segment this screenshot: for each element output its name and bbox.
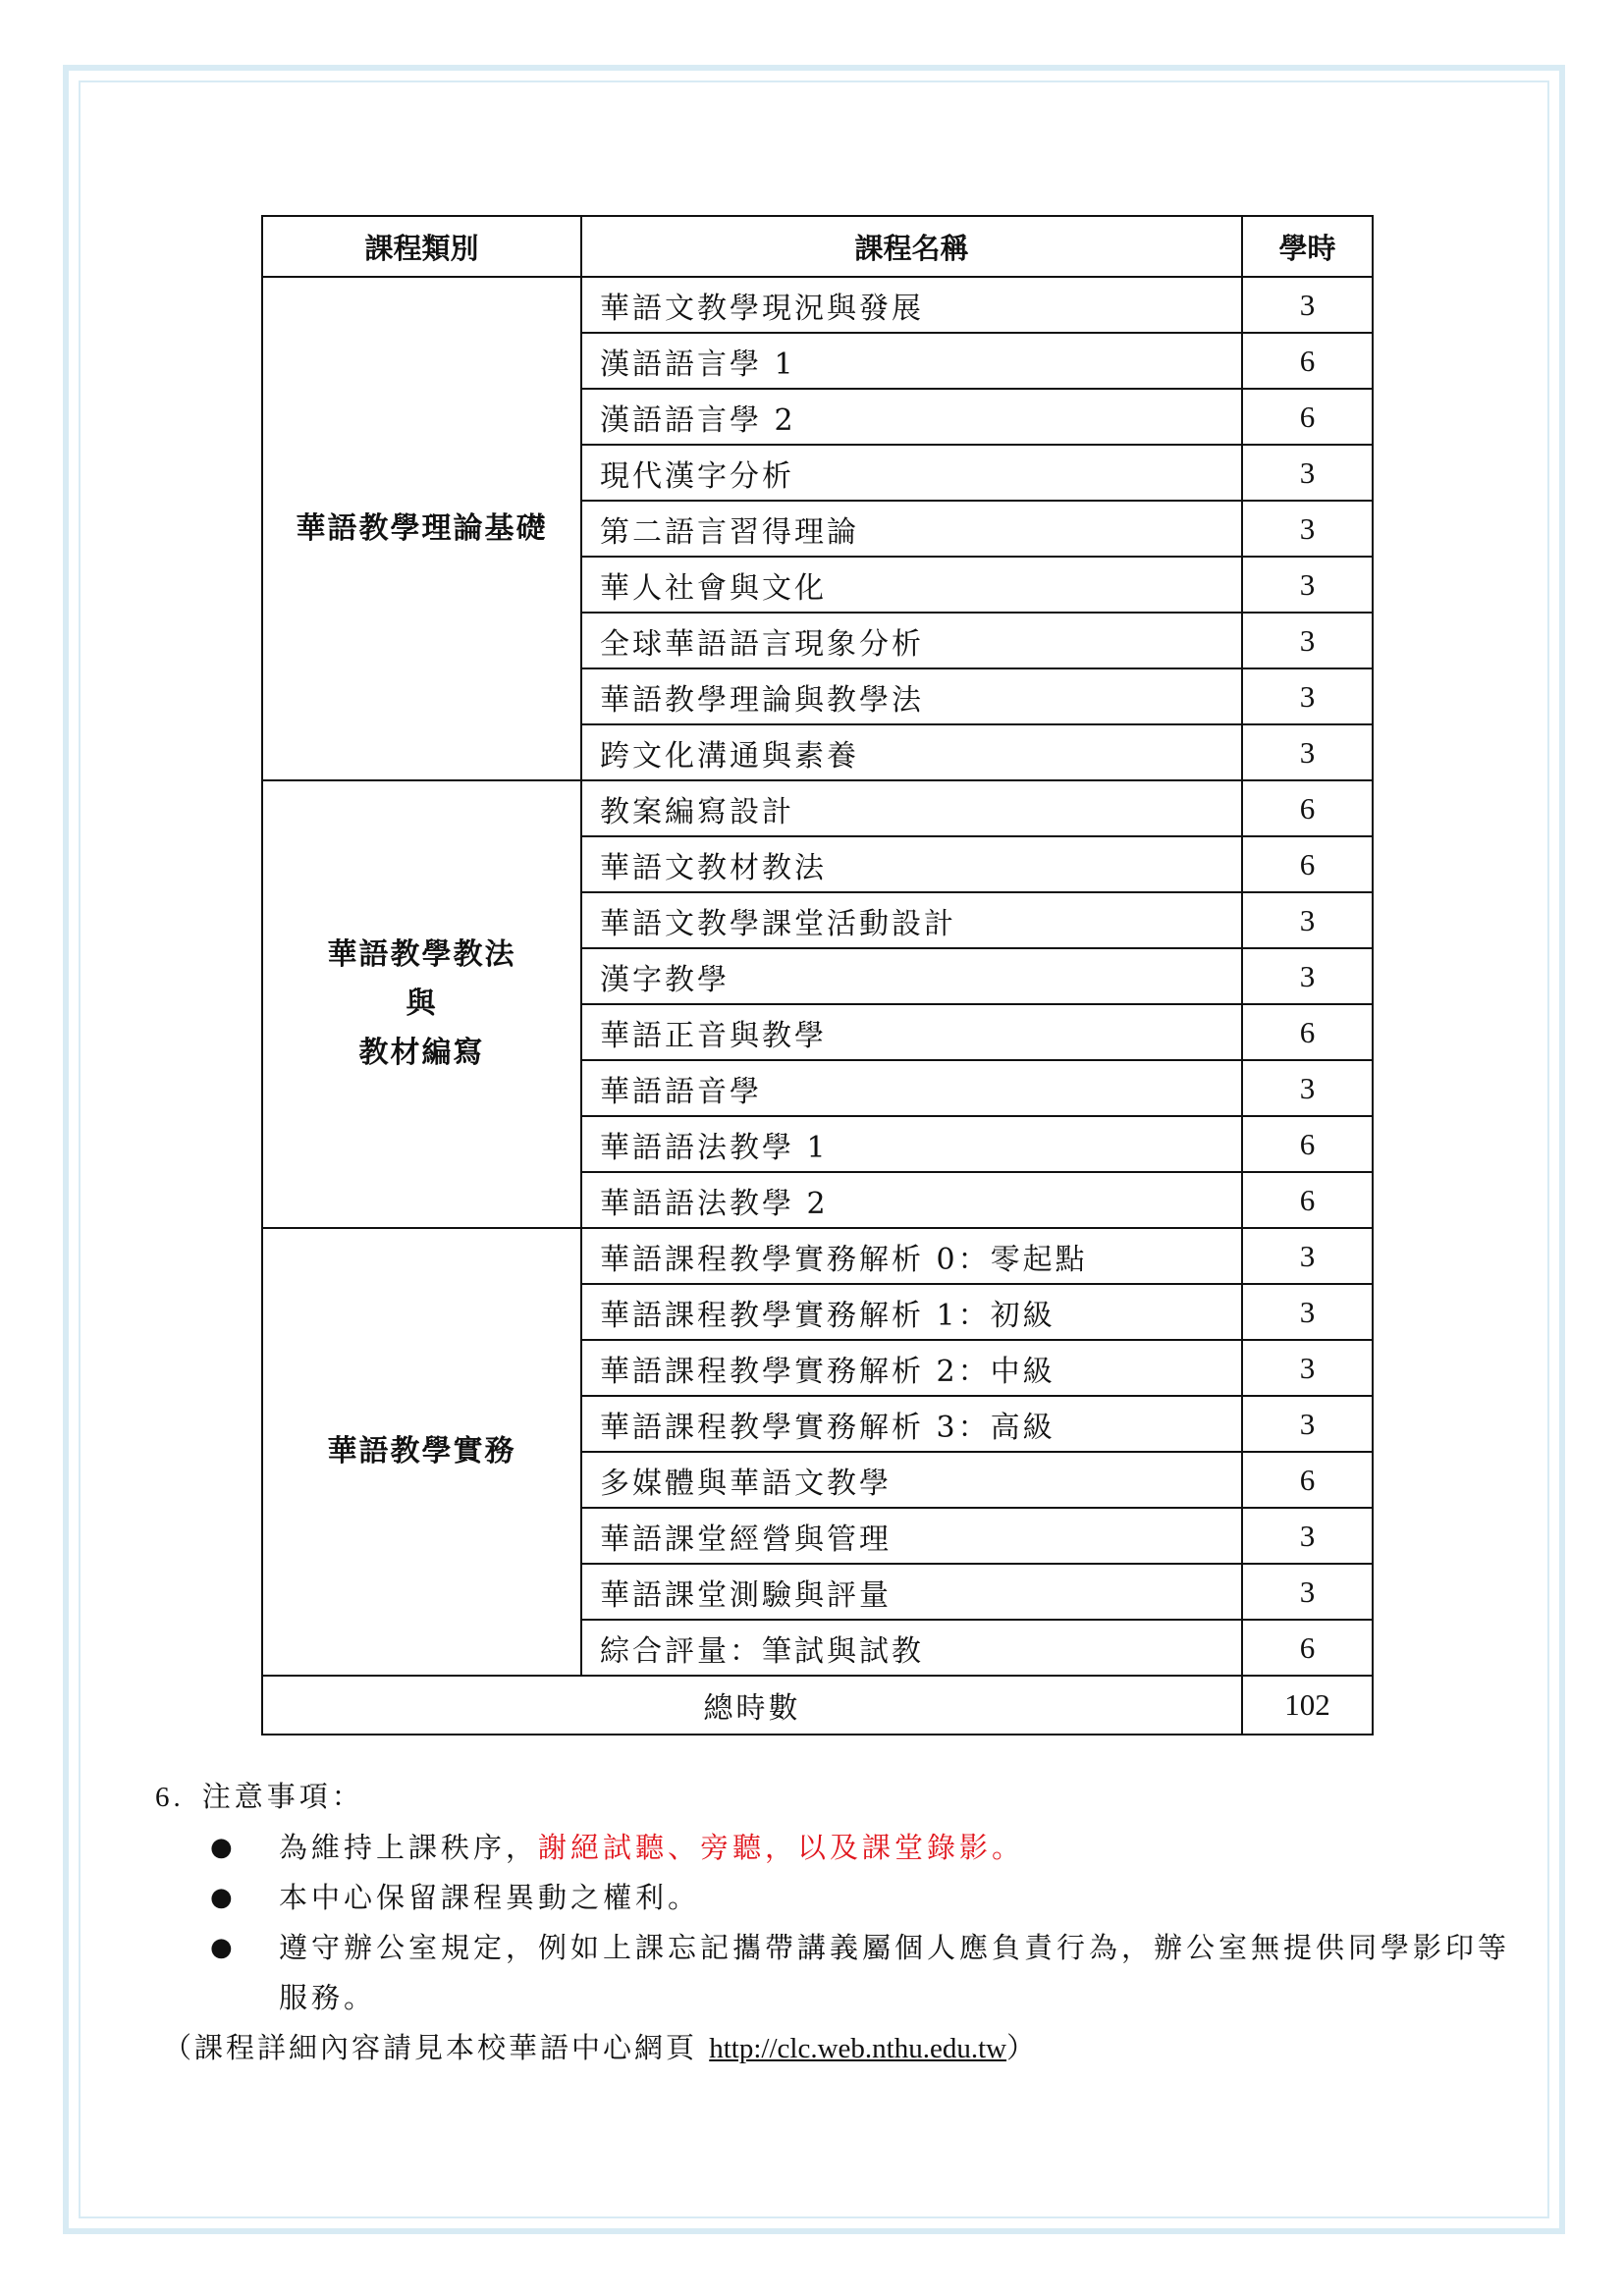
course-name: 第二語言習得理論 — [581, 501, 1242, 557]
course-hours: 6 — [1242, 333, 1373, 389]
course-category — [262, 1228, 581, 1676]
course-name: 華語文教學現況與發展 — [581, 277, 1242, 333]
notes-number: 6. — [155, 1782, 185, 1813]
course-hours: 6 — [1242, 1452, 1373, 1508]
course-name: 漢語語言學 1 — [581, 333, 1242, 389]
course-table-body — [262, 277, 1373, 1735]
course-hours: 3 — [1242, 892, 1373, 948]
note-item — [155, 1873, 1510, 1923]
course-category-line: 教材編寫 — [358, 1036, 485, 1070]
note-text: 本中心保留課程異動之權利。 — [279, 1881, 701, 1914]
total-hours: 102 — [1242, 1676, 1373, 1735]
course-hours: 3 — [1242, 1396, 1373, 1452]
course-name: 漢語語言學 2 — [581, 389, 1242, 445]
course-hours: 6 — [1242, 1116, 1373, 1172]
course-name: 華語語法教學 1 — [581, 1116, 1242, 1172]
course-hours: 3 — [1242, 1228, 1373, 1284]
course-hours: 3 — [1242, 1564, 1373, 1620]
course-name: 現代漢字分析 — [581, 445, 1242, 501]
course-category — [262, 277, 581, 780]
course-hours: 3 — [1242, 1508, 1373, 1564]
total-label: 總時數 — [262, 1676, 1242, 1735]
note-text: 為維持上課秩序， — [279, 1831, 539, 1864]
notes-heading — [155, 1772, 1510, 1823]
header-course-name: 課程名稱 — [581, 216, 1242, 277]
bullet-icon: ● — [210, 1883, 233, 1912]
course-hours: 3 — [1242, 613, 1373, 668]
note-item — [155, 1923, 1510, 2023]
course-name: 華語課程教學實務解析 0：零起點 — [581, 1228, 1242, 1284]
course-name: 華語教學理論與教學法 — [581, 668, 1242, 724]
table-header-row — [262, 216, 1373, 277]
course-name: 華語正音與教學 — [581, 1004, 1242, 1060]
course-hours: 3 — [1242, 948, 1373, 1004]
course-name: 多媒體與華語文教學 — [581, 1452, 1242, 1508]
course-hours: 3 — [1242, 1340, 1373, 1396]
course-name: 華語語法教學 2 — [581, 1172, 1242, 1228]
course-name: 全球華語語言現象分析 — [581, 613, 1242, 668]
course-hours: 3 — [1242, 724, 1373, 780]
course-hours: 6 — [1242, 1004, 1373, 1060]
course-hours: 6 — [1242, 780, 1373, 836]
note-text: 遵守辦公室規定，例如上課忘記攜帶講義屬個人應負責行為，辦公室無提供同學影印等服務。 — [279, 1931, 1511, 2014]
course-name: 跨文化溝通與素養 — [581, 724, 1242, 780]
notes-list — [155, 1823, 1510, 2023]
course-category-line: 華語教學實務 — [327, 1434, 516, 1468]
table-row — [262, 1228, 1373, 1284]
course-name: 漢字教學 — [581, 948, 1242, 1004]
bullet-icon: ● — [210, 1933, 233, 1962]
table-row — [262, 780, 1373, 836]
course-name: 教案編寫設計 — [581, 780, 1242, 836]
course-category-line: 華語教學理論基礎 — [296, 510, 548, 546]
bullet-icon: ● — [210, 1833, 233, 1862]
footer-prefix: （課程詳細內容請見本校華語中心網頁 — [163, 2031, 710, 2064]
course-hours: 3 — [1242, 668, 1373, 724]
course-hours: 6 — [1242, 389, 1373, 445]
website-link[interactable]: http://clc.web.nthu.edu.tw — [709, 2033, 1007, 2064]
total-row — [262, 1676, 1373, 1735]
course-name: 華語文教材教法 — [581, 836, 1242, 892]
header-hours: 學時 — [1242, 216, 1373, 277]
course-category — [262, 780, 581, 1228]
course-hours: 6 — [1242, 1620, 1373, 1676]
course-name: 華語課程教學實務解析 3：高級 — [581, 1396, 1242, 1452]
course-table — [261, 215, 1374, 1735]
notes-section — [155, 1772, 1510, 2074]
course-name: 華語課堂經營與管理 — [581, 1508, 1242, 1564]
header-category: 課程類別 — [262, 216, 581, 277]
course-category-line: 與 — [406, 987, 438, 1021]
note-item — [155, 1823, 1510, 1873]
course-hours: 3 — [1242, 501, 1373, 557]
course-hours: 6 — [1242, 1172, 1373, 1228]
website-footer — [163, 2023, 1510, 2074]
course-name: 華語文教學課堂活動設計 — [581, 892, 1242, 948]
course-name: 華人社會與文化 — [581, 557, 1242, 613]
note-highlight: 謝絕試聽、旁聽，以及課堂錄影。 — [538, 1831, 1025, 1864]
course-hours: 3 — [1242, 1060, 1373, 1116]
course-name: 綜合評量：筆試與試教 — [581, 1620, 1242, 1676]
footer-suffix: ） — [1006, 2031, 1039, 2064]
course-name: 華語課程教學實務解析 1：初級 — [581, 1284, 1242, 1340]
course-hours: 3 — [1242, 277, 1373, 333]
course-hours: 3 — [1242, 1284, 1373, 1340]
course-hours: 3 — [1242, 445, 1373, 501]
course-hours: 6 — [1242, 836, 1373, 892]
course-hours: 3 — [1242, 557, 1373, 613]
notes-title: 注意事項： — [201, 1780, 364, 1813]
table-row — [262, 277, 1373, 333]
course-name: 華語語音學 — [581, 1060, 1242, 1116]
course-name: 華語課程教學實務解析 2：中級 — [581, 1340, 1242, 1396]
course-name: 華語課堂測驗與評量 — [581, 1564, 1242, 1620]
course-category-line: 華語教學教法 — [327, 937, 516, 972]
